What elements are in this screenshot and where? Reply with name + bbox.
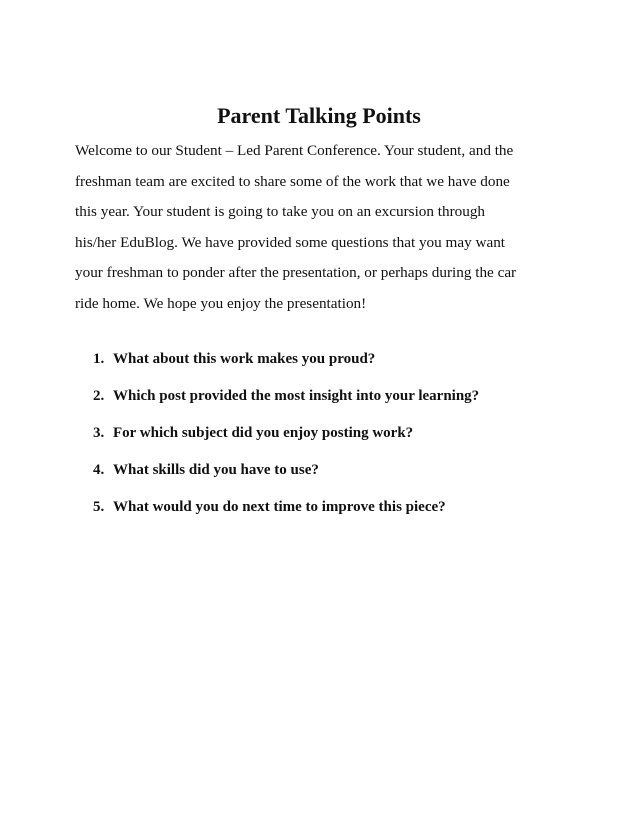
intro-line: Welcome to our Student – Led Parent Conference. Your student, and the — [75, 142, 514, 159]
question-number: 1. — [93, 351, 105, 367]
intro-line: ride home. We hope you enjoy the presentation! — [75, 294, 367, 312]
question-item — [93, 350, 479, 368]
question-number: 2. — [93, 388, 105, 404]
intro-line: freshman team are excited to share some of the work that we have done — [75, 172, 510, 190]
question-text: What about this work makes you proud? — [113, 351, 376, 367]
question-text: What skills did you have to use? — [113, 462, 319, 478]
question-text: What would you do next time to improve this piece? — [113, 499, 446, 515]
question-item — [93, 424, 479, 442]
intro-paragraph — [75, 136, 575, 319]
page-title: Parent Talking Points — [217, 103, 421, 128]
question-number: 4. — [93, 462, 105, 478]
intro-line: your freshman to ponder after the presentation, or perhaps during the car — [75, 264, 517, 281]
question-number: 3. — [93, 425, 105, 441]
question-text: Which post provided the most insight into your learning? — [113, 388, 480, 404]
question-text: For which subject did you enjoy posting work? — [113, 425, 414, 441]
question-item — [93, 498, 479, 516]
intro-line: his/her EduBlog. We have provided some questions that you may want — [75, 233, 506, 251]
intro-line: this year. Your student is going to take you on an excursion through — [75, 203, 486, 220]
question-number: 5. — [93, 499, 105, 515]
question-item — [93, 387, 479, 405]
question-list — [93, 350, 479, 535]
question-item — [93, 461, 479, 479]
